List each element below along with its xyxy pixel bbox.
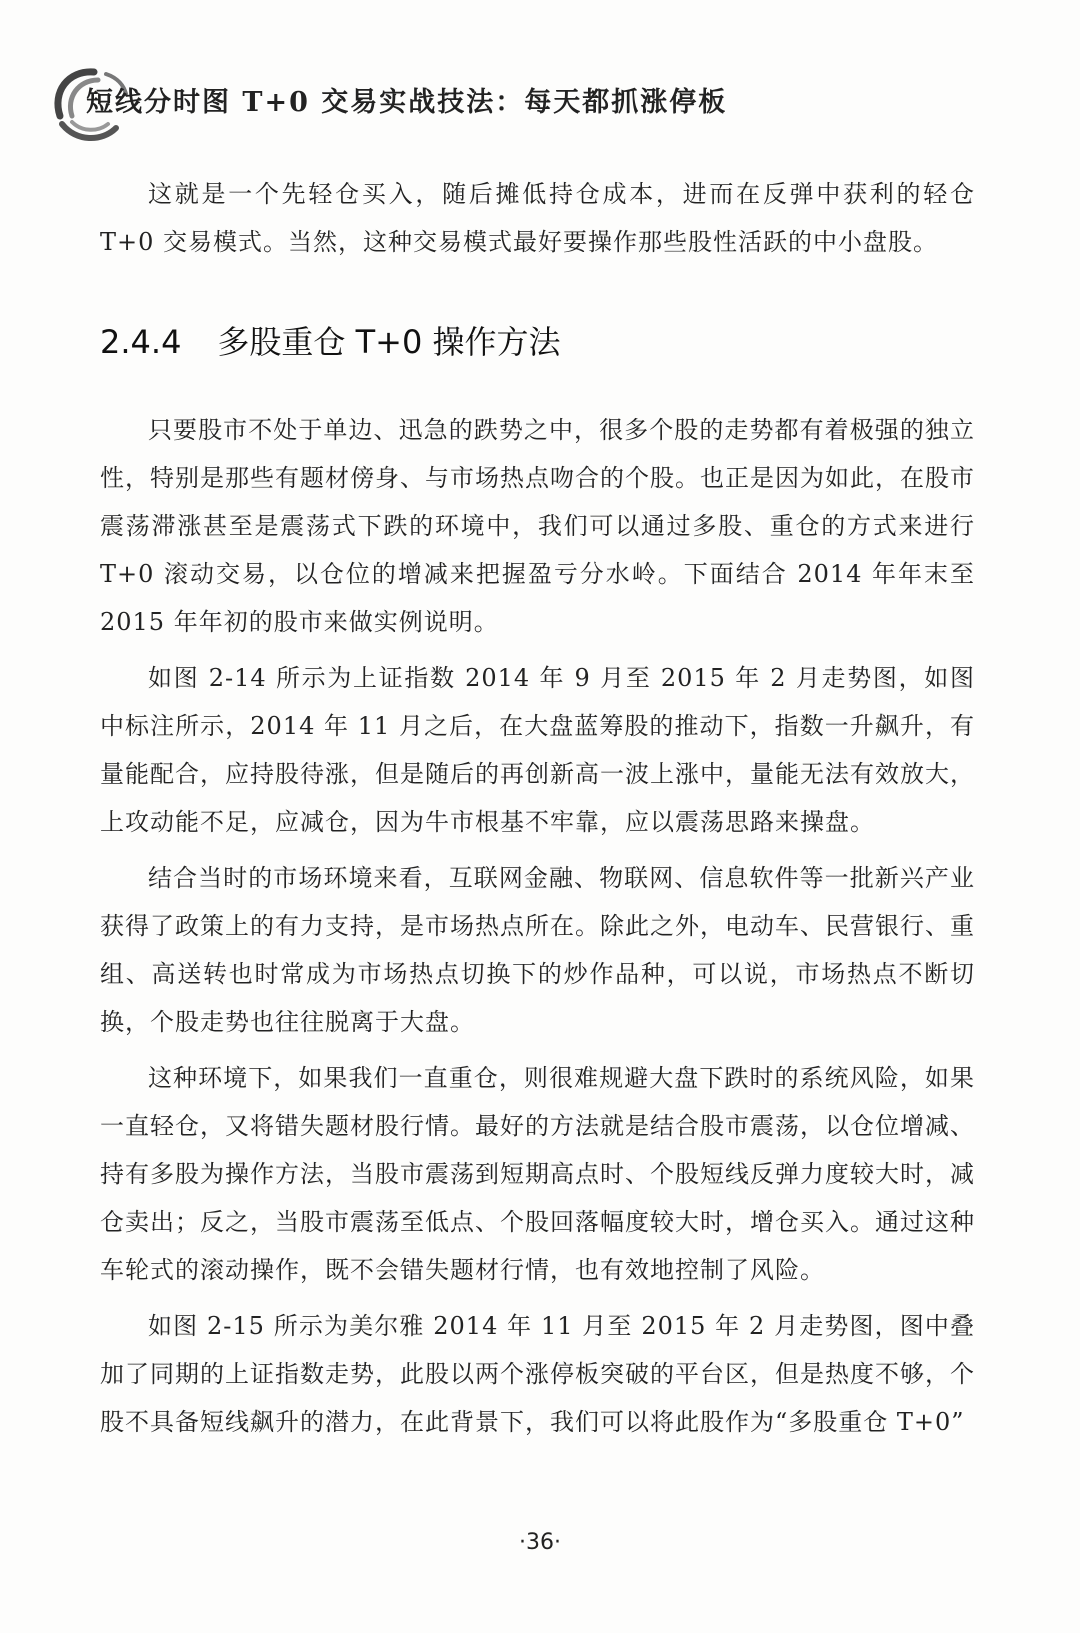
body-paragraph: 结合当时的市场环境来看，互联网金融、物联网、信息软件等一批新兴产业获得了政策上的有力支持，是市场热点所在。除此之外，电动车、民营银行、重组、高送转也时常成为市场热点切换下的炒作品种，可以说，市场热点不断切换，个股走势也往往脱离于大盘。 xyxy=(100,864,975,1036)
body-paragraph: 如图 2-14 所示为上证指数 2014 年 9 月至 2015 年 2 月走势图，如图中标注所示，2014 年 11 月之后，在大盘蓝筹股的推动下，指数一升飙升，有量能配合，应持股待涨，但是随后的再创新高一波上涨中，量能无法有效放大，上攻动能不足，应减仓，因为牛市根基不牢靠，应以震荡思路来操盘。 xyxy=(100,664,975,836)
page-number: ·36· xyxy=(519,1530,561,1555)
intro-paragraph: 这就是一个先轻仓买入，随后摊低持仓成本，进而在反弹中获利的轻仓 T+0 交易模式。当然，这种交易模式最好要操作那些股性活跃的中小盘股。 xyxy=(100,180,975,256)
body-paragraph: 只要股市不处于单边、迅急的跌势之中，很多个股的走势都有着极强的独立性，特别是那些有题材傍身、与市场热点吻合的个股。也正是因为如此，在股市震荡滞涨甚至是震荡式下跌的环境中，我们可以通过多股、重仓的方式来进行 T+0 滚动交易，以仓位的增减来把握盈亏分水岭。下面结合 2014 年年末至 2015 年年初的股市来做实例说明。 xyxy=(100,416,975,636)
section-heading xyxy=(100,322,975,362)
book-title: 短线分时图 T+0 交易实战技法：每天都抓涨停板 xyxy=(86,87,728,118)
body-paragraph: 如图 2-15 所示为美尔雅 2014 年 11 月至 2015 年 2 月走势图，图中叠加了同期的上证指数走势，此股以两个涨停板突破的平台区，但是热度不够，个股不具备短线飙升的潜力，在此背景下，我们可以将此股作为“多股重仓 T+0” xyxy=(100,1312,975,1436)
running-header xyxy=(46,58,806,148)
body-paragraph: 这种环境下，如果我们一直重仓，则很难规避大盘下跌时的系统风险，如果一直轻仓，又将错失题材股行情。最好的方法就是结合股市震荡，以仓位增减、持有多股为操作方法，当股市震荡到短期高点时、个股短线反弹力度较大时，减仓卖出；反之，当股市震荡至低点、个股回落幅度较大时，增仓买入。通过这种车轮式的滚动操作，既不会错失题材行情，也有效地控制了风险。 xyxy=(100,1064,975,1284)
section-title: 多股重仓 T+0 操作方法 xyxy=(217,323,561,361)
page-body xyxy=(100,170,975,1446)
section-number: 2.4.4 xyxy=(100,323,182,361)
